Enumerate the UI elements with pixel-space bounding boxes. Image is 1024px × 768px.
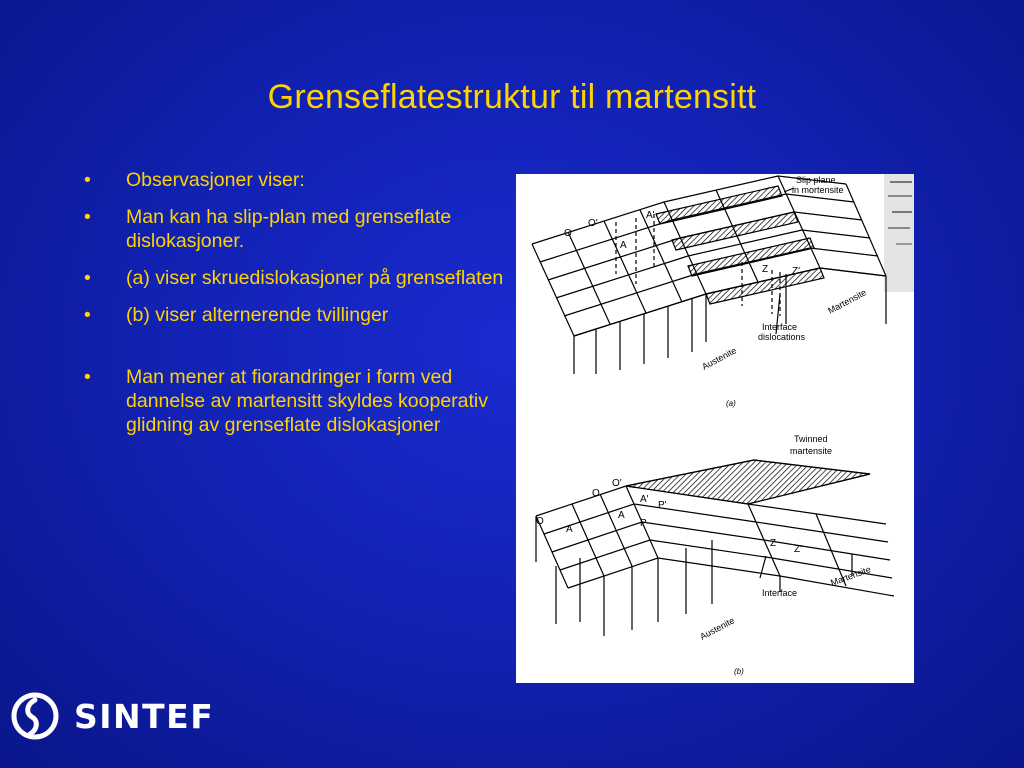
sintef-logo-text: SINTEF	[74, 696, 215, 736]
point-z-prime: Z'	[794, 544, 803, 555]
point-a-prime: A'	[640, 494, 649, 505]
bullet-text: (a) viser skruedislokasjoner på grenseflaten	[126, 267, 504, 289]
sintef-logo-icon	[10, 691, 60, 741]
point-o-prime: O'	[612, 478, 622, 489]
caption-b: (b)	[734, 667, 744, 676]
point-z: Z	[770, 538, 777, 549]
point-z: Z	[762, 264, 769, 275]
point-p: P	[640, 518, 647, 529]
slip-plane-label-2: in mortensite	[792, 185, 844, 195]
slide-title: Grenseflatestruktur til martensitt	[267, 78, 757, 116]
point-a: A	[620, 240, 627, 251]
martensite-interface-figure	[516, 174, 914, 683]
bullet-glyph: •	[84, 169, 91, 191]
point-p-prime: P'	[658, 500, 667, 511]
bullet-item	[84, 266, 504, 290]
bullet-glyph: •	[84, 304, 91, 326]
bullet-glyph: •	[84, 366, 91, 388]
sintef-logo	[10, 688, 214, 744]
bullet-item	[84, 205, 504, 253]
point-o-prime: O'	[588, 218, 598, 229]
twinned-martensite-label: martensite	[790, 446, 833, 456]
martensite-label: Martensite	[826, 287, 869, 316]
interface-dislocations-label: dislocations	[758, 332, 806, 342]
bullet-item	[84, 303, 504, 327]
austenite-label: Austenite	[698, 615, 737, 642]
point-a-prime: A'	[646, 210, 655, 221]
bullet-text: (b) viser alternerende tvillinger	[126, 304, 389, 326]
bullet-item	[84, 168, 504, 192]
point-a: A	[618, 510, 625, 521]
slip-plane-label: Slip plane	[796, 175, 836, 185]
bullet-item	[84, 365, 504, 437]
austenite-label: Austenite	[700, 345, 739, 372]
bullet-text: Man mener at fiorandringer i form ved dannelse av martensitt skyldes kooperativ glidning av grenseflate dislokasjoner	[126, 366, 489, 436]
diagram-a	[532, 176, 886, 374]
bullet-glyph: •	[84, 206, 91, 228]
interface-diagram	[516, 174, 914, 683]
bullet-glyph: •	[84, 267, 91, 289]
point-a-left: A	[566, 524, 573, 535]
interface-label: Interface	[762, 588, 798, 598]
diagram-b	[536, 460, 894, 636]
point-o-left: O	[536, 516, 544, 527]
scan-edge-fragment	[884, 174, 914, 292]
martensite-label: Martensite	[829, 564, 873, 588]
point-o: O	[592, 488, 600, 499]
point-o: O	[564, 228, 572, 239]
bullet-text: Man kan ha slip-plan med grenseflate dislokasjoner.	[126, 206, 452, 252]
twinned-label: Twinned	[794, 434, 828, 444]
bullet-list	[84, 168, 504, 450]
caption-a: (a)	[726, 399, 736, 408]
interface-label: Interface	[762, 322, 798, 332]
point-z-prime: Z'	[792, 266, 801, 277]
bullet-text: Observasjoner viser:	[126, 169, 305, 191]
